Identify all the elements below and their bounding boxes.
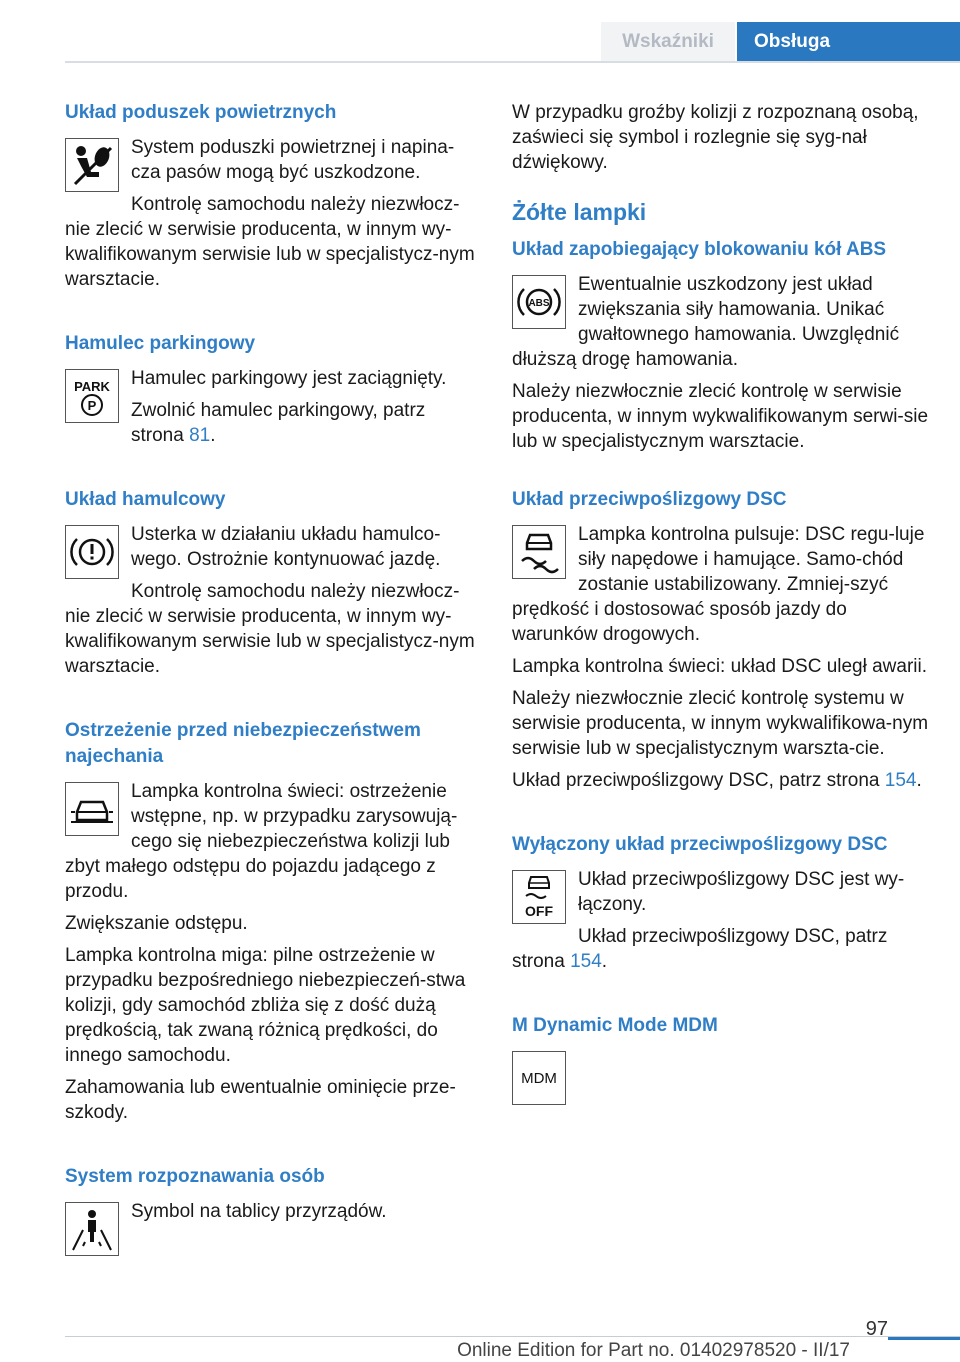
- section-abs: [512, 237, 930, 461]
- section-pedestrian: [65, 1164, 480, 1260]
- section-dsc-off: [512, 832, 930, 981]
- mdm-icon: [512, 1051, 566, 1105]
- park-brake-icon: [65, 369, 119, 423]
- paragraph: [65, 398, 480, 448]
- svg-text:P: P: [87, 398, 97, 413]
- page-link[interactable]: 81: [189, 425, 211, 446]
- header-divider: [65, 61, 960, 63]
- paragraph: Hamulec parkingowy jest zaciągnięty.: [131, 368, 447, 389]
- mdm-icon-label: MDM: [521, 1070, 557, 1087]
- section-title: Układ przeciwpoślizgowy DSC: [512, 489, 787, 510]
- left-column: [65, 100, 480, 1292]
- page-link[interactable]: 154: [884, 770, 917, 791]
- paragraph: Należy niezwłocznie zlecić kontrolę systemu w serwisie producenta, w innym wykwalifikowa-nym serwisie lub w specjalistycznym warszta-cie.: [512, 688, 929, 759]
- paragraph: W przypadku groźby kolizji z rozpoznaną osobą, zaświeci się symbol i rozlegnie się syg-nał dźwiękowy.: [512, 102, 919, 173]
- text: .: [210, 425, 216, 446]
- dsc-off-icon-label: OFF: [525, 903, 553, 919]
- text: Zwolnić hamulec parkingowy, patrz strona: [131, 400, 426, 446]
- section-title: Układ poduszek powietrznych: [65, 102, 337, 123]
- airbag-warning-icon: [65, 138, 119, 192]
- section-collision-warning: [65, 718, 480, 1132]
- page-number-bar: [888, 1337, 960, 1340]
- paragraph: System poduszki powietrznej i napina-cza pasów mogą być uszkodzone.: [131, 137, 455, 183]
- footer-divider: [65, 1336, 960, 1337]
- section-mdm: [512, 1013, 930, 1109]
- section-brake-system: [65, 487, 480, 686]
- tab-wskazniki[interactable]: Wskaźniki: [601, 22, 735, 62]
- tab-obsluga[interactable]: Obsługa: [737, 22, 960, 62]
- edition-footer: Online Edition for Part no. 01402978520 - II/17: [457, 1340, 850, 1361]
- section-parking-brake: [65, 331, 480, 455]
- paragraph: [512, 768, 930, 793]
- right-column: [512, 100, 930, 1141]
- section-airbag: [65, 100, 480, 299]
- paragraph: Lampka kontrolna świeci: układ DSC uległ awarii.: [512, 656, 928, 677]
- page-link[interactable]: 154: [570, 951, 602, 972]
- dsc-icon: [512, 525, 566, 579]
- section-title: System rozpoznawania osób: [65, 1166, 325, 1187]
- paragraph: Symbol na tablicy przyrządów.: [131, 1201, 387, 1222]
- paragraph: Ewentualnie uszkodzony jest układ zwiększania siły hamowania. Unikać gwałtownego hamowania. Uwzględnić dłuższą drogę hamowania.: [512, 274, 900, 370]
- text: .: [601, 951, 608, 972]
- paragraph: Zahamowania lub ewentualnie ominięcie prze-szkody.: [65, 1077, 456, 1123]
- paragraph: Lampka kontrolna pulsuje: DSC regu-luje siły napędowe i hamujące. Samo-chód zostanie ustabilizowany. Zmniej-szyć prędkość i dostosować sposób jazdy do warunków drogowych.: [512, 524, 925, 645]
- section-dsc: [512, 487, 930, 800]
- dsc-off-icon: [512, 870, 566, 924]
- paragraph: Usterka w działaniu układu hamulco-wego. Ostrożnie kontynuować jazdę.: [131, 524, 441, 570]
- section-title: Wyłączony układ przeciwpoślizgowy DSC: [512, 834, 888, 855]
- section-title: Układ zapobiegający blokowaniu kół ABS: [512, 239, 887, 260]
- page-number: 97: [865, 1318, 888, 1340]
- section-title: Układ hamulcowy: [65, 489, 226, 510]
- abs-icon: [512, 275, 566, 329]
- section-heading: Żółte lampki: [512, 199, 647, 225]
- paragraph: Kontrolę samochodu należy niezwłocz-nie zlecić w serwisie producenta, w innym wy-kwalifikowanym serwisie lub w specjalistycz-nym warsztacie.: [65, 194, 475, 290]
- text: .: [916, 770, 922, 791]
- text: Układ przeciwpoślizgowy DSC, patrz strona: [512, 770, 885, 791]
- svg-text:PARK: PARK: [74, 379, 110, 394]
- pedestrian-detection-icon: [65, 1202, 119, 1256]
- section-title: Hamulec parkingowy: [65, 333, 256, 354]
- abs-icon-label: ABS: [528, 298, 550, 309]
- paragraph: Układ przeciwpoślizgowy DSC jest wy-łączony.: [578, 869, 905, 915]
- paragraph: Lampka kontrolna świeci: ostrzeżenie wstępne, np. w przypadku zarysowują-cego się niebezpieczeństwa kolizji lub zbyt małego odstępu do pojazdu jadącego z przodu.: [65, 781, 458, 902]
- paragraph: Należy niezwłocznie zlecić kontrolę w serwisie producenta, w innym wykwalifikowanym serwi-sie lub w specjalistycznym warsztacie.: [512, 381, 929, 452]
- section-title: M Dynamic Mode MDM: [512, 1015, 718, 1036]
- paragraph: Lampka kontrolna miga: pilne ostrzeżenie w przypadku bezpośredniego niebezpieczeń-stwa kolizji, gdy samochód zbliża się z dość dużą prędkością, tak zwaną różnicą prędkości, do innego samochodu.: [65, 945, 466, 1066]
- paragraph: Zwiększanie odstępu.: [65, 913, 248, 934]
- collision-warning-icon: [65, 782, 119, 836]
- brake-system-icon: [65, 525, 119, 579]
- section-title: Ostrzeżenie przed niebezpieczeństwem najechania: [65, 720, 421, 767]
- paragraph: [512, 924, 930, 974]
- text: Układ przeciwpoślizgowy DSC, patrz strona: [512, 926, 888, 972]
- paragraph: Kontrolę samochodu należy niezwłocz-nie zlecić w serwisie producenta, w innym wy-kwalifikowanym serwisie lub w specjalistycz-nym warsztacie.: [65, 581, 475, 677]
